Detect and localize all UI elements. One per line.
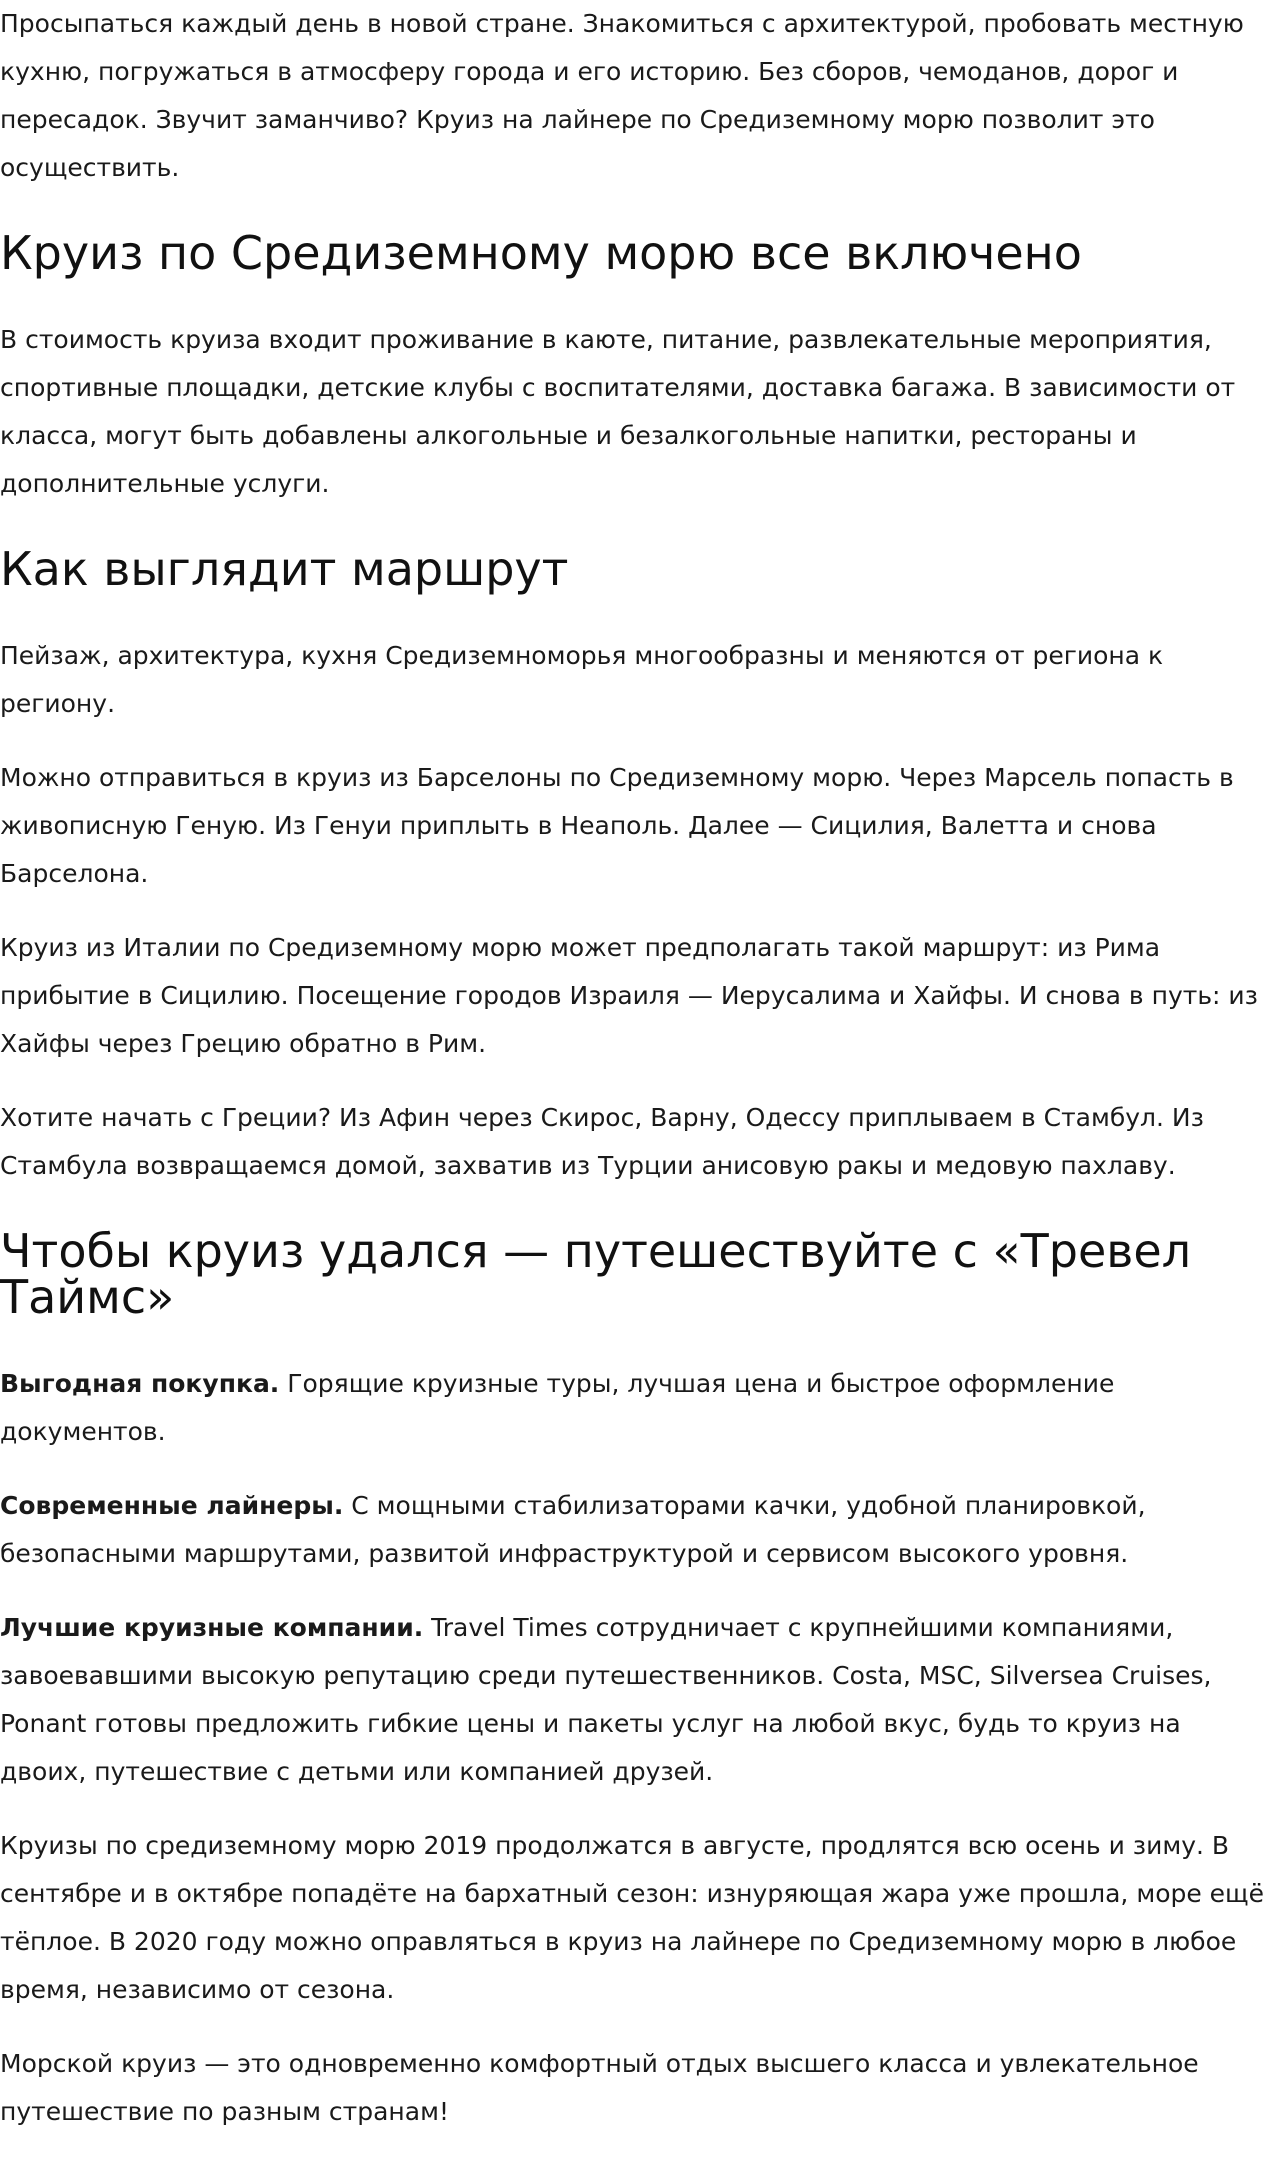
route-paragraph-1: Пейзаж, архитектура, кухня Средиземноморья многообразны и меняются от региона к региону. bbox=[0, 641, 1164, 718]
heading-route: Как выглядит маршрут bbox=[0, 542, 569, 596]
heading-all-inclusive: Круиз по Средиземному морю все включено bbox=[0, 226, 1082, 280]
benefit-text: С мощными стабилизаторами качки, удобной планировкой, безопасными маршрутами, развитой инфраструктурой и сервисом высокого уровня. bbox=[0, 1491, 1146, 1568]
closing-paragraph: Морской круиз — это одновременно комфортный отдых высшего класса и увлекательное путешествие по разным странам! bbox=[0, 2049, 1199, 2126]
benefit-text: Travel Times сотрудничает с крупнейшими компаниями, завоевавшими высокую репутацию среди путешественников. Costa, MSC, Silversea Cruises, Ponant готовы предложить гибкие цены и пакеты услуг на любой вкус, будь то круиз на двоих, путешествие с детьми или компанией друзей. bbox=[0, 1613, 1212, 1786]
benefit-purchase bbox=[0, 1360, 1270, 1456]
benefit-title: Лучшие круизные компании. bbox=[0, 1613, 424, 1642]
benefit-text: Горящие круизные туры, лучшая цена и быстрое оформление документов. bbox=[0, 1369, 1115, 1446]
season-paragraph: Круизы по средиземному морю 2019 продолжатся в августе, продлятся всю осень и зиму. В сентябре и в октябре попадёте на бархатный сезон: изнуряющая жара уже прошла, море ещё тёплое. В 2020 году можно оправляться в круиз на лайнере по Средиземному морю в любое время, независимо от сезона. bbox=[0, 1831, 1264, 2004]
all-inclusive-paragraph: В стоимость круиза входит проживание в каюте, питание, развлекательные мероприятия, спортивные площадки, детские клубы с воспитателями, доставка багажа. В зависимости от класса, могут быть добавлены алкогольные и безалкогольные напитки, рестораны и дополнительные услуги. bbox=[0, 325, 1236, 498]
route-paragraph-2: Можно отправиться в круиз из Барселоны по Средиземному морю. Через Марсель попасть в живописную Геную. Из Генуи приплыть в Неаполь. Далее — Сицилия, Валетта и снова Барселона. bbox=[0, 763, 1234, 888]
route-paragraph-4: Хотите начать с Греции? Из Афин через Скирос, Варну, Одессу приплываем в Стамбул. Из Стамбула возвращаемся домой, захватив из Турции анисовую ракы и медовую пахлаву. bbox=[0, 1103, 1204, 1180]
benefit-title: Современные лайнеры. bbox=[0, 1491, 344, 1520]
route-paragraph-3: Круиз из Италии по Средиземному морю может предполагать такой маршрут: из Рима прибытие в Сицилию. Посещение городов Израиля — Иерусалима и Хайфы. И снова в путь: из Хайфы через Грецию обратно в Рим. bbox=[0, 933, 1258, 1058]
benefit-title: Выгодная покупка. bbox=[0, 1369, 280, 1398]
heading-travel-times: Чтобы круиз удался — путешествуйте с «Тревел Таймс» bbox=[0, 1224, 1192, 1324]
benefit-liners bbox=[0, 1482, 1270, 1578]
benefit-companies bbox=[0, 1604, 1270, 1796]
intro-paragraph: Просыпаться каждый день в новой стране. Знакомиться с архитектурой, пробовать местную кухню, погружаться в атмосферу города и его историю. Без сборов, чемоданов, дорог и пересадок. Звучит заманчиво? Круиз на лайнере по Средиземному морю позволит это осуществить. bbox=[0, 9, 1244, 182]
